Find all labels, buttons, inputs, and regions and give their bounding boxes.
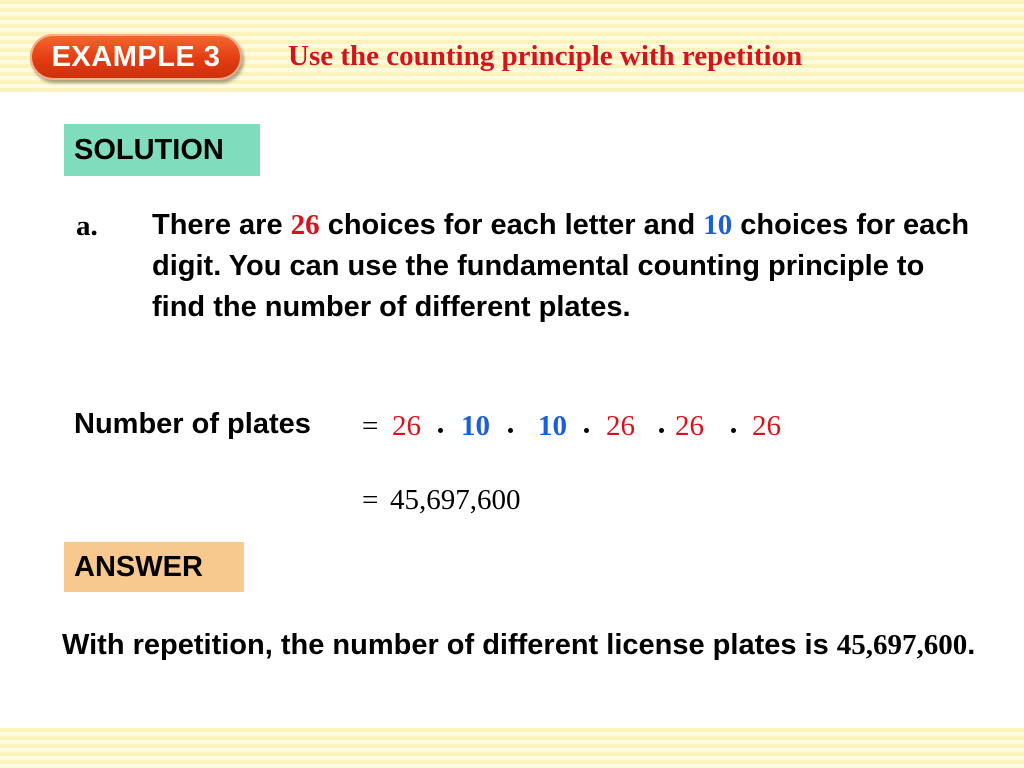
part-letter: a. [76,210,98,242]
answer-paragraph [62,625,992,666]
solution-label: SOLUTION [64,124,260,176]
factor-1: 26 [392,410,421,442]
page-title: Use the counting principle with repetition [288,40,803,72]
multiply-dot [659,428,664,433]
answer-label: ANSWER [64,542,244,592]
equation-result: 45,697,600 [390,484,521,516]
equals-sign-2: = [362,484,379,516]
solution-text-3: choices for each digit. You can use the fundamental counting principle to find the number of different plates. [152,209,970,323]
multiply-dot [584,428,589,433]
equals-sign-1: = [362,410,379,442]
multiply-dot [508,428,513,433]
answer-period: . [967,629,976,661]
answer-value: 45,697,600 [836,629,968,661]
digit-choices-number: 10 [703,209,733,241]
multiply-dot [731,428,736,433]
solution-text-1: There are [152,209,291,241]
factor-2: 10 [461,410,490,442]
solution-paragraph [152,205,982,328]
multiply-dot [438,428,443,433]
example-badge: EXAMPLE 3 [30,34,242,80]
factor-5: 26 [675,410,704,442]
answer-text: With repetition, the number of different license plates is [62,629,837,661]
factor-6: 26 [752,410,781,442]
factor-3: 10 [538,410,567,442]
solution-text-2: choices for each letter and [319,209,704,241]
footer-band [0,728,1024,768]
number-of-plates-label: Number of plates [74,408,311,440]
letter-choices-number: 26 [290,209,320,241]
factor-4: 26 [606,410,635,442]
